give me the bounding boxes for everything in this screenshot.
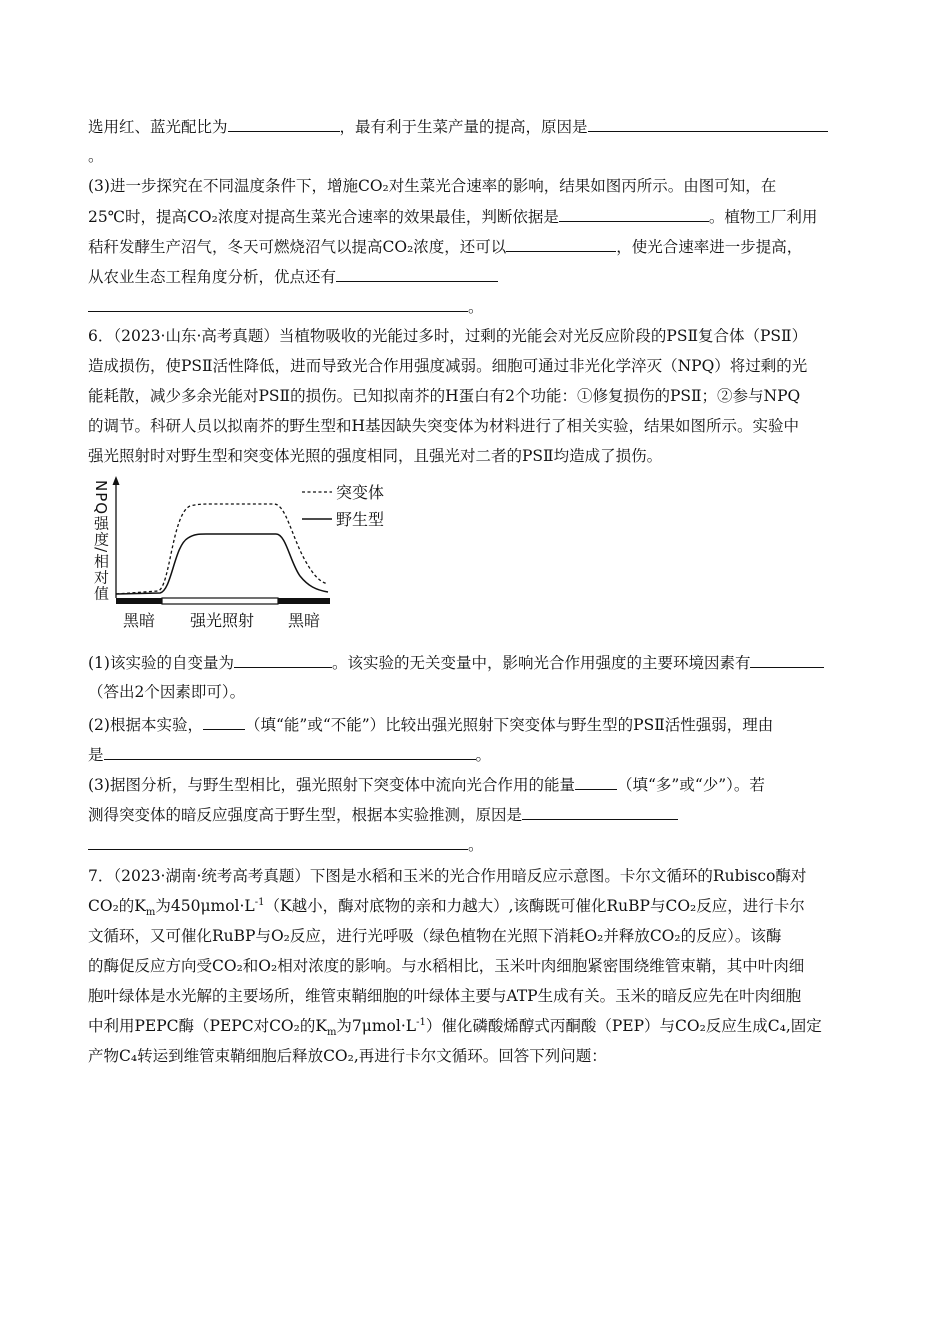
q5-line-3: (3)进一步探究在不同温度条件下，增施CO₂对生菜光合速率的影响，结果如图丙所示。由图可知，在: [88, 177, 777, 195]
q7-line-1: 7．（2023·湖南·统考高考真题）下图是水稻和玉米的光合作用暗反应示意图。卡尔文循环的Rubisco酶对: [88, 867, 807, 885]
q6-text: 。: [475, 746, 492, 764]
answer-blank[interactable]: [336, 266, 498, 282]
answer-blank[interactable]: [104, 744, 476, 760]
q7-line-7: 产物C₄转运到维管束鞘细胞后释放CO₂,再进行卡尔文循环。回答下列问题：: [88, 1047, 607, 1065]
period-label-light: 强光照射: [189, 611, 255, 630]
q6-line-1: 6．（2023·山东·高考真题）当植物吸收的光能过多时，过剩的光能会对光反应阶段的PSⅡ复合体（PSⅡ）: [88, 327, 808, 345]
q7-line-4: 的酶促反应方向受CO₂和O₂相对浓度的影响。与水稻相比，玉米叶肉细胞紧密围绕维管束鞘，其中叶肉细: [88, 957, 805, 975]
q6-line-5: 强光照射时对野生型和突变体光照的强度相同，且强光对二者的PSⅡ均造成了损伤。: [88, 447, 663, 465]
q6-text: (1)该实验的自变量为: [88, 654, 234, 672]
q6-sub3-line-2: [88, 804, 678, 825]
answer-blank[interactable]: [228, 116, 340, 132]
y-axis-arrow: [113, 476, 120, 485]
q7-line-3: 文循环，又可催化RuBP与O₂反应，进行光呼吸（绿色植物在光照下消耗O₂并释放CO₂的反应）。该酶: [88, 927, 782, 945]
q6-text: 。: [468, 836, 484, 854]
q5-text: 选用红、蓝光配比为: [88, 118, 228, 136]
dark-period-bar: [116, 598, 162, 604]
q7-text: 中利用PEPC酶（PEPC对CO₂的K: [88, 1017, 327, 1035]
answer-blank[interactable]: [575, 774, 617, 790]
q5-text: 25℃时，提高CO₂浓度对提高生菜光合速率的效果最佳，判断依据是: [88, 208, 559, 226]
q6-text: 。该实验的无关变量中，影响光合作用强度的主要环境因素有: [331, 654, 751, 672]
q5-text: 从农业生态工程角度分析，优点还有: [88, 268, 337, 286]
answer-blank[interactable]: [506, 236, 616, 252]
q5-text: ，最有利于生菜产量的提高，原因是: [339, 118, 588, 136]
q7-text: 为7μmol·L: [336, 1017, 417, 1035]
answer-blank[interactable]: [88, 834, 468, 850]
answer-blank[interactable]: [588, 116, 828, 132]
answer-blank[interactable]: [750, 652, 824, 668]
q5-text: 。: [468, 298, 484, 316]
q6-line-2: 造成损伤，使PSⅡ活性降低，进而导致光合作用强度减弱。细胞可通过非光化学淬灭（NPQ）将过剩的光: [88, 357, 808, 375]
q7-line-5: 胞叶绿体是水光解的主要场所，维管束鞘细胞的叶绿体主要与ATP生成有关。玉米的暗反应先在叶肉细胞: [88, 987, 802, 1005]
q6-text: （填“多”或“少”）。若: [616, 776, 765, 794]
q7-subscript: m: [326, 1027, 337, 1039]
q5-line-2: 。: [88, 147, 104, 165]
q6-line-3: 能耗散，减少多余光能对PSⅡ的损伤。已知拟南芥的H蛋白有2个功能：①修复损伤的PSⅡ；②参与NPQ: [88, 387, 801, 405]
q7-text: （K越小，酶对底物的亲和力越大）,该酶既可催化RuBP与CO₂反应，进行卡尔: [264, 897, 805, 915]
mutant-series-line: [116, 504, 328, 594]
q6-line-4: 的调节。科研人员以拟南芥的野生型和H基因缺失突变体为材料进行了相关实验，结果如图所示。实验中: [88, 417, 800, 435]
dark-period-bar: [278, 598, 330, 604]
answer-blank[interactable]: [522, 804, 678, 820]
answer-blank[interactable]: [88, 296, 468, 312]
q6-sub3-line-1: [88, 774, 765, 795]
q5-text: ，使光合速率进一步提高，: [616, 238, 803, 256]
period-label-dark: 黑暗: [122, 611, 156, 630]
q5-line-6: [88, 266, 498, 287]
q5-line-1: [88, 116, 828, 137]
q6-sub2-line-1: [88, 714, 773, 735]
q5-text: 秸秆发酵生产沼气，冬天可燃烧沼气以提高CO₂浓度，还可以: [88, 238, 507, 256]
y-axis-label: NPQ强度/相对值: [92, 480, 110, 602]
q5-line-5: [88, 236, 802, 257]
q7-superscript: -1: [416, 1016, 426, 1028]
q6-text: (3)据图分析，与野生型相比，强光照射下突变体中流向光合作用的能量: [88, 776, 575, 794]
q7-text: 为450μmol·L: [155, 897, 255, 915]
answer-blank[interactable]: [203, 714, 245, 730]
q5-line-7: [88, 296, 484, 317]
light-period-bar: [162, 598, 278, 604]
q5-text: 。植物工厂利用: [708, 208, 818, 226]
q6-sub1-line-2: （答出2个因素即可）。: [88, 683, 246, 701]
answer-blank[interactable]: [234, 652, 332, 668]
q7-line-2: [88, 896, 805, 919]
q7-subscript: m: [145, 907, 156, 919]
q6-sub1-line-1: [88, 652, 824, 673]
q7-line-6: [88, 1016, 822, 1039]
q6-sub3-line-3: [88, 834, 484, 855]
q5-line-4: [88, 206, 817, 227]
legend-mutant: 突变体: [336, 483, 385, 502]
q6-text: (2)根据本实验，: [88, 716, 203, 734]
q6-sub2-line-2: [88, 744, 491, 765]
legend-wildtype: 野生型: [336, 510, 385, 529]
period-label-dark: 黑暗: [287, 611, 321, 630]
q6-text: 是: [88, 746, 104, 764]
q7-text: CO₂的K: [88, 897, 146, 915]
q7-text: ）催化磷酸烯醇式丙酮酸（PEP）与CO₂反应生成C₄,固定: [425, 1017, 822, 1035]
q7-superscript: -1: [254, 896, 265, 908]
answer-blank[interactable]: [559, 206, 709, 222]
q6-text: （填“能”或“不能”）比较出强光照射下突变体与野生型的PSⅡ活性强弱，理由: [244, 716, 774, 734]
q6-text: 测得突变体的暗反应强度高于野生型，根据本实验推测，原因是: [88, 806, 523, 824]
npq-chart: [88, 474, 408, 634]
